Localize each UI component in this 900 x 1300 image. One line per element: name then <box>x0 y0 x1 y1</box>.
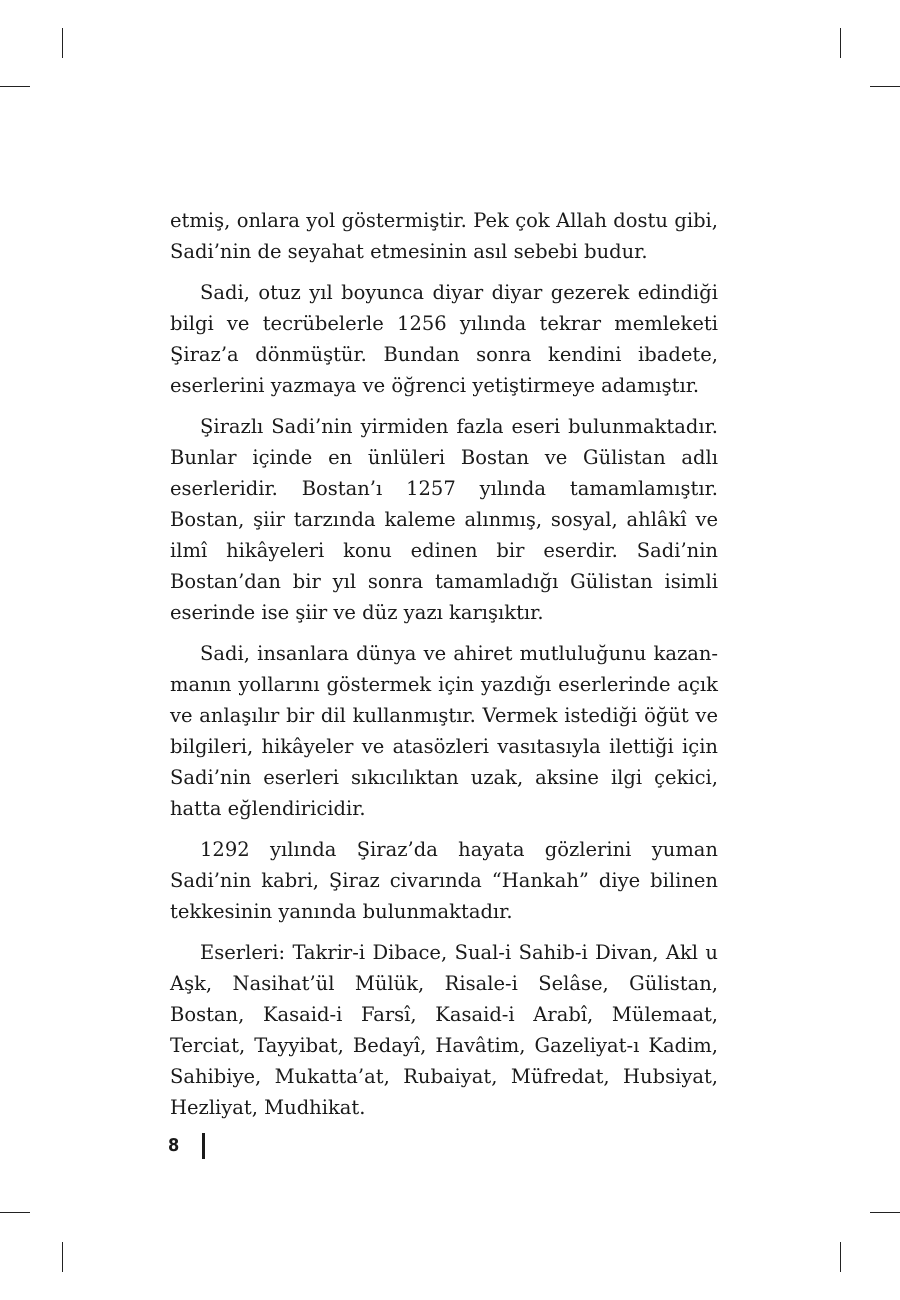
body-text <box>170 205 718 1133</box>
page-number-rule <box>202 1133 205 1159</box>
crop-mark-bottom-left-h <box>0 1212 30 1213</box>
crop-mark-bottom-left <box>62 1242 63 1272</box>
crop-mark-bottom-right <box>840 1242 841 1272</box>
paragraph: Eserleri: Takrir-i Dibace, Sual-i Sahib-i Divan, Akl u Aşk, Nasihat’ül Mülük, Risale-i Selâse, Gülistan, Bostan, Kasaid-i Farsî, Kasaid-i Arabî, Mülemaat, Terciat, Tayyibat, Bedayî, Havâtim, Gazeliyat-ı Kadim, Sahibiye, Mukatta’at, Rubaiyat, Müfredat, Hubsiyat, Hezliyat, Mudhikat. <box>170 941 718 1119</box>
paragraph: 1292 yılında Şiraz’da hayata gözlerini yuman Sadi’nin kabri, Şiraz civarında “Hankah” diye bilinen tekkesinin yanında bulunmaktadır. <box>170 838 718 923</box>
paragraph: Şirazlı Sadi’nin yirmiden fazla eseri bulunmaktadır. Bunlar içinde en ünlüleri Bostan ve Gülistan adlı eserleridir. Bostan’ı 1257 yılında tamamlamıştır. Bostan, şiir tarzında kaleme alınmış, sosyal, ahlâkî ve ilmî hikâyeleri konu edinen bir eserdir. Sadi’nin Bostan’dan bir yıl sonra tamamladığı Gülistan isimli eserinde ise şiir ve düz yazı karışıktır. <box>170 415 718 624</box>
crop-mark-top-right <box>840 28 841 58</box>
page-number: 8 <box>168 1135 180 1156</box>
crop-mark-bottom-right-h <box>870 1212 900 1213</box>
crop-mark-top-left-h <box>0 86 30 87</box>
paragraph: Sadi, otuz yıl boyunca diyar diyar gezerek edindiği bilgi ve tecrübelerle 1256 yılında tekrar memleketi Şiraz’a dönmüştür. Bundan sonra kendini ibadete, eserlerini yazmaya ve öğrenci yetiştirmeye adamıştır. <box>170 281 718 397</box>
crop-mark-top-left <box>62 28 63 58</box>
paragraph: etmiş, onlara yol göstermiştir. Pek çok Allah dostu gibi, Sadi’nin de seyahat etmesinin asıl sebebi budur. <box>170 209 718 263</box>
crop-mark-top-right-h <box>870 86 900 87</box>
paragraph: Sadi, insanlara dünya ve ahiret mutluluğunu kazanmanın yollarını göstermek için yazdığı eserlerinde açık ve anlaşılır bir dil kullanmıştır. Vermek istediği öğüt ve bilgileri, hikâyeler ve atasözleri vasıtasıyla ilettiği için Sadi’nin eserleri sıkıcılıktan uzak, aksine ilgi çekici, hatta eğlendiricidir. <box>170 642 718 820</box>
